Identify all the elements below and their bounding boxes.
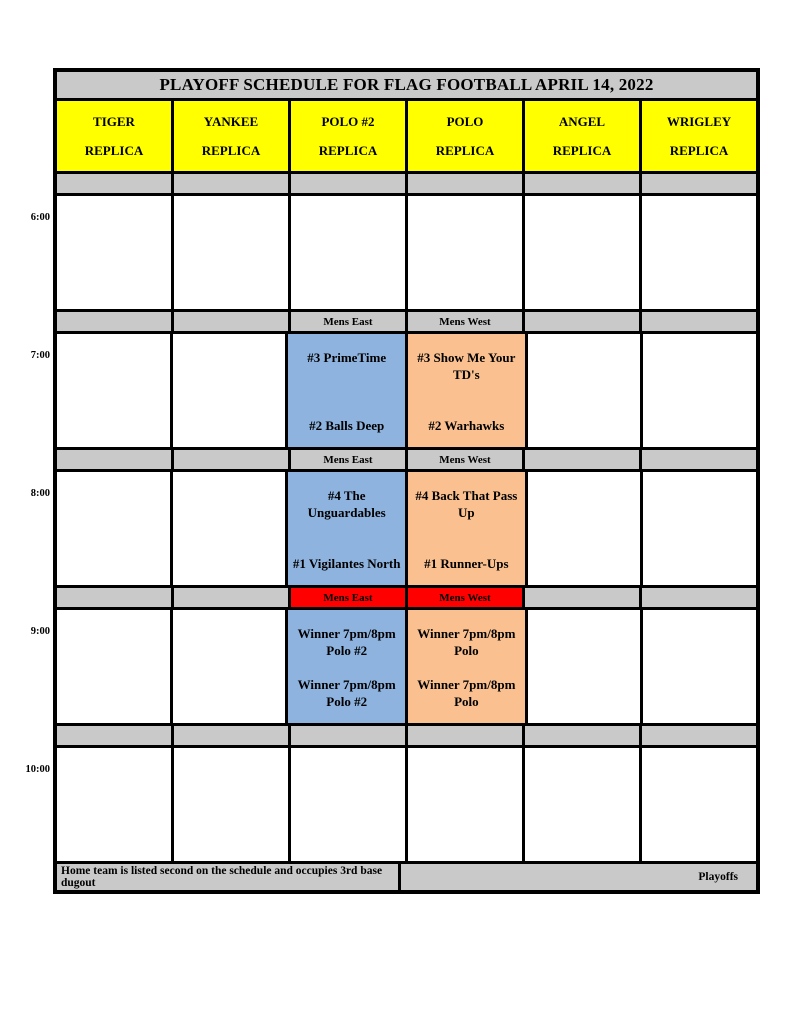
empty-cell <box>408 196 522 309</box>
schedule-table <box>25 68 760 894</box>
time-label-8pm: 8:00 <box>30 488 50 499</box>
team-subname: REPLICA <box>84 142 144 158</box>
separator-cell <box>291 726 405 745</box>
row-8pm <box>30 472 756 585</box>
row-6pm <box>30 196 756 309</box>
time-label-7pm: 7:00 <box>30 350 50 361</box>
matchup-team-1: Winner 7pm/8pm Polo <box>417 626 516 658</box>
game-cell-east-7pm <box>288 334 405 447</box>
separator-cell <box>525 174 639 193</box>
team-name: POLO #2 <box>321 113 375 129</box>
matchup-team-2: Winner 7pm/8pm Polo <box>417 677 516 710</box>
matchup-team-1: #3 Show Me Your TD's <box>417 350 516 382</box>
separator-cell <box>174 174 288 193</box>
division-label-west: Mens West <box>408 312 522 331</box>
empty-cell <box>525 748 639 861</box>
empty-cell <box>57 748 171 861</box>
empty-cell <box>525 196 639 309</box>
separator-cell <box>57 588 171 607</box>
team-header-row <box>57 101 756 171</box>
division-label-east: Mens East <box>291 450 405 469</box>
game-cell-east-8pm <box>288 472 405 585</box>
division-label-east: Mens East <box>291 312 405 331</box>
team-header-wrigley <box>642 101 756 171</box>
empty-cell <box>528 610 641 723</box>
row-9pm <box>30 610 756 723</box>
empty-cell <box>643 472 756 585</box>
team-subname: REPLICA <box>552 142 612 158</box>
team-name: WRIGLEY <box>666 113 732 129</box>
separator-cell <box>57 312 171 331</box>
team-subname: REPLICA <box>669 142 729 158</box>
separator-cell <box>57 726 171 745</box>
separator-cell <box>174 726 288 745</box>
page-title: PLAYOFF SCHEDULE FOR FLAG FOOTBALL APRIL 14, 2022 <box>57 72 756 98</box>
playoffs-label: Playoffs <box>401 864 756 890</box>
empty-cell <box>173 472 286 585</box>
team-name: YANKEE <box>203 113 259 129</box>
game-cell-west-7pm <box>408 334 525 447</box>
empty-cell <box>291 748 405 861</box>
division-label-east-final: Mens East <box>291 588 405 607</box>
matchup-team-1: #4 Back That Pass Up <box>415 488 518 520</box>
time-label-9pm: 9:00 <box>30 626 50 637</box>
row-7pm <box>30 334 756 447</box>
matchup-team-2: #1 Vigilantes North <box>292 556 401 572</box>
team-subname: REPLICA <box>318 142 378 158</box>
separator-cell <box>642 450 756 469</box>
separator-cell <box>525 450 639 469</box>
empty-cell <box>291 196 405 309</box>
matchup-team-1: #4 The Unguardables <box>307 488 386 520</box>
separator-cell <box>525 726 639 745</box>
time-label-6pm: 6:00 <box>30 212 50 223</box>
team-name: ANGEL <box>558 113 606 129</box>
team-header-polo2 <box>291 101 405 171</box>
empty-cell <box>643 610 756 723</box>
team-header-polo <box>408 101 522 171</box>
matchup-team-2: #2 Balls Deep <box>309 418 385 434</box>
title-row <box>57 72 756 98</box>
division-row-8pm <box>57 450 756 469</box>
separator-row <box>57 174 756 193</box>
separator-cell <box>642 312 756 331</box>
row-10pm <box>25 748 756 861</box>
game-cell-west-9pm <box>408 610 525 723</box>
empty-cell <box>174 196 288 309</box>
separator-cell <box>525 312 639 331</box>
separator-cell <box>174 588 288 607</box>
separator-cell <box>291 174 405 193</box>
empty-cell <box>528 334 641 447</box>
matchup-team-2: #1 Runner-Ups <box>424 556 509 572</box>
empty-cell <box>173 334 286 447</box>
separator-cell <box>174 312 288 331</box>
footer-row <box>57 864 756 890</box>
empty-cell <box>57 196 171 309</box>
empty-cell <box>528 472 641 585</box>
empty-cell <box>642 748 756 861</box>
matchup-team-2: Winner 7pm/8pm Polo #2 <box>297 677 396 710</box>
team-header-yankee <box>174 101 288 171</box>
empty-cell <box>173 610 286 723</box>
separator-cell <box>642 726 756 745</box>
division-label-west: Mens West <box>408 450 522 469</box>
matchup-team-1: #3 PrimeTime <box>307 350 387 365</box>
separator-cell <box>57 174 171 193</box>
team-subname: REPLICA <box>201 142 261 158</box>
separator-cell <box>642 174 756 193</box>
team-header-tiger <box>57 101 171 171</box>
team-name: POLO <box>446 113 484 129</box>
empty-cell <box>643 334 756 447</box>
team-name: TIGER <box>93 113 135 129</box>
division-label-west-final: Mens West <box>408 588 522 607</box>
empty-cell <box>642 196 756 309</box>
matchup-team-1: Winner 7pm/8pm Polo #2 <box>297 626 396 658</box>
home-team-note: Home team is listed second on the schedule and occupies 3rd base dugout <box>57 864 398 890</box>
empty-cell <box>57 610 170 723</box>
empty-cell <box>57 472 170 585</box>
separator-cell <box>408 174 522 193</box>
empty-cell <box>174 748 288 861</box>
separator-cell <box>174 450 288 469</box>
game-cell-west-8pm <box>408 472 525 585</box>
separator-cell <box>57 450 171 469</box>
game-cell-east-9pm <box>288 610 405 723</box>
separator-cell <box>525 588 639 607</box>
separator-cell <box>642 588 756 607</box>
division-row-7pm <box>57 312 756 331</box>
empty-cell <box>408 748 522 861</box>
team-subname: REPLICA <box>435 142 495 158</box>
team-header-angel <box>525 101 639 171</box>
division-row-9pm <box>57 588 756 607</box>
matchup-team-2: #2 Warhawks <box>428 418 505 434</box>
separator-cell <box>408 726 522 745</box>
time-label-10pm: 10:00 <box>25 764 50 775</box>
empty-cell <box>57 334 170 447</box>
separator-row <box>57 726 756 745</box>
